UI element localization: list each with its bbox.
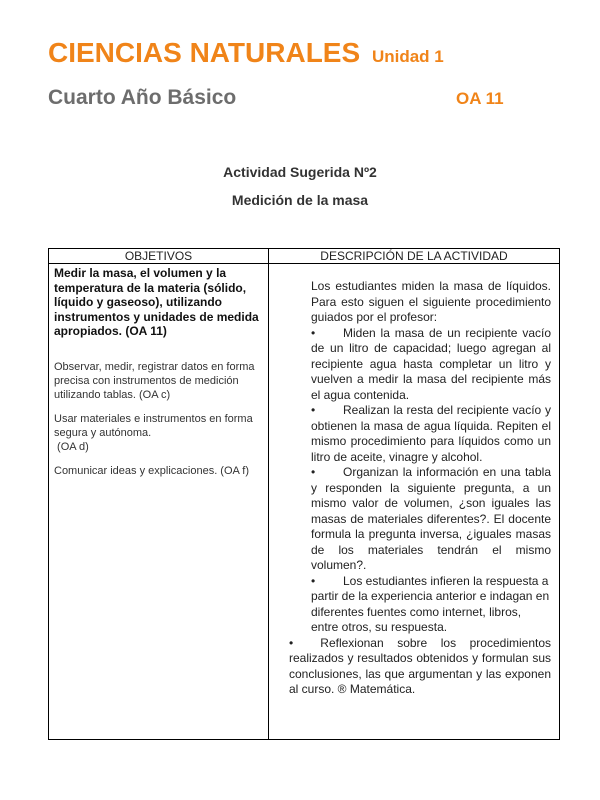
objectives-cell [49,264,269,740]
activity-subtitle: Medición de la masa [231,192,369,208]
activity-table [48,248,560,740]
activity-intro: Los estudiantes miden la masa de líquidos. Para esto siguen el siguiente procedimiento guiados por el profesor: [311,279,551,324]
step-text: Realizan la resta del recipiente vacío y obtienen la masa de agua líquida. Repiten el mismo procedimiento para líquidos como un litro de aceite, vinagre y alcohol. [311,403,551,464]
subject-title [48,38,444,72]
table-header-row [49,249,560,264]
bullet: • [289,635,294,650]
skill-item: (OA d) [54,440,89,453]
list-item [311,574,551,636]
bullet: • [311,573,316,588]
list-item [311,403,551,465]
table-body-row [49,264,560,740]
step-text: Los estudiantes infieren la respuesta a partir de la experiencia anterior e indagan en diferentes fuentes como internet, libros, entre otros, su respuesta. [311,573,550,634]
skill-item: Comunicar ideas y explicaciones. (OA f) [54,464,250,477]
objectives-header: OBJETIVOS [49,249,269,264]
final-text: Reflexionan sobre los procedimientos realizados y resultados obtenidos y formulan sus conclusiones, las que argumentan y las exponen al curso. ® Matemática. [289,635,551,696]
skill-item: Observar, medir, registrar datos en forma precisa con instrumentos de medición utilizando tablas. (OA c) [54,360,255,401]
skill-item: Usar materiales e instrumentos en forma segura y autónoma. [54,412,253,439]
description-header: DESCRIPCIÓN DE LA ACTIVIDAD [269,249,560,264]
activity-title: Actividad Sugerida Nº2 [223,164,377,180]
bullet: • [311,403,316,417]
bullet: • [311,465,316,479]
list-item [311,326,551,404]
main-objective: Medir la masa, el volumen y la temperatura de la materia (sólido, líquido y gaseoso), utilizando instrumentos y unidades de medida apropiados. (OA 11) [54,266,259,338]
list-item [289,636,551,698]
step-text: Miden la masa de un recipiente vacío de un litro de capacidad; luego agregan al recipiente agua hasta completar un litro y vuelven a medir la masa del recipiente más el agua contenida. [311,325,551,402]
bullet: • [311,325,316,340]
oa-label: OA 11 [456,89,504,108]
subject-name: CIENCIAS NATURALES [48,37,361,68]
description-cell [269,264,560,740]
step-text: Organizan la información en una tabla y responden la siguiente pregunta, a un mismo valor de volumen, ¿son iguales las masas de materiales diferentes?. El docente formula la pregunta inversa, ¿iguales masas de los materiales tendrán el mismo volumen?. [311,465,551,572]
list-item [311,465,551,574]
grade-label: Cuarto Año Básico [48,86,237,109]
unit-label: Unidad 1 [371,47,444,66]
